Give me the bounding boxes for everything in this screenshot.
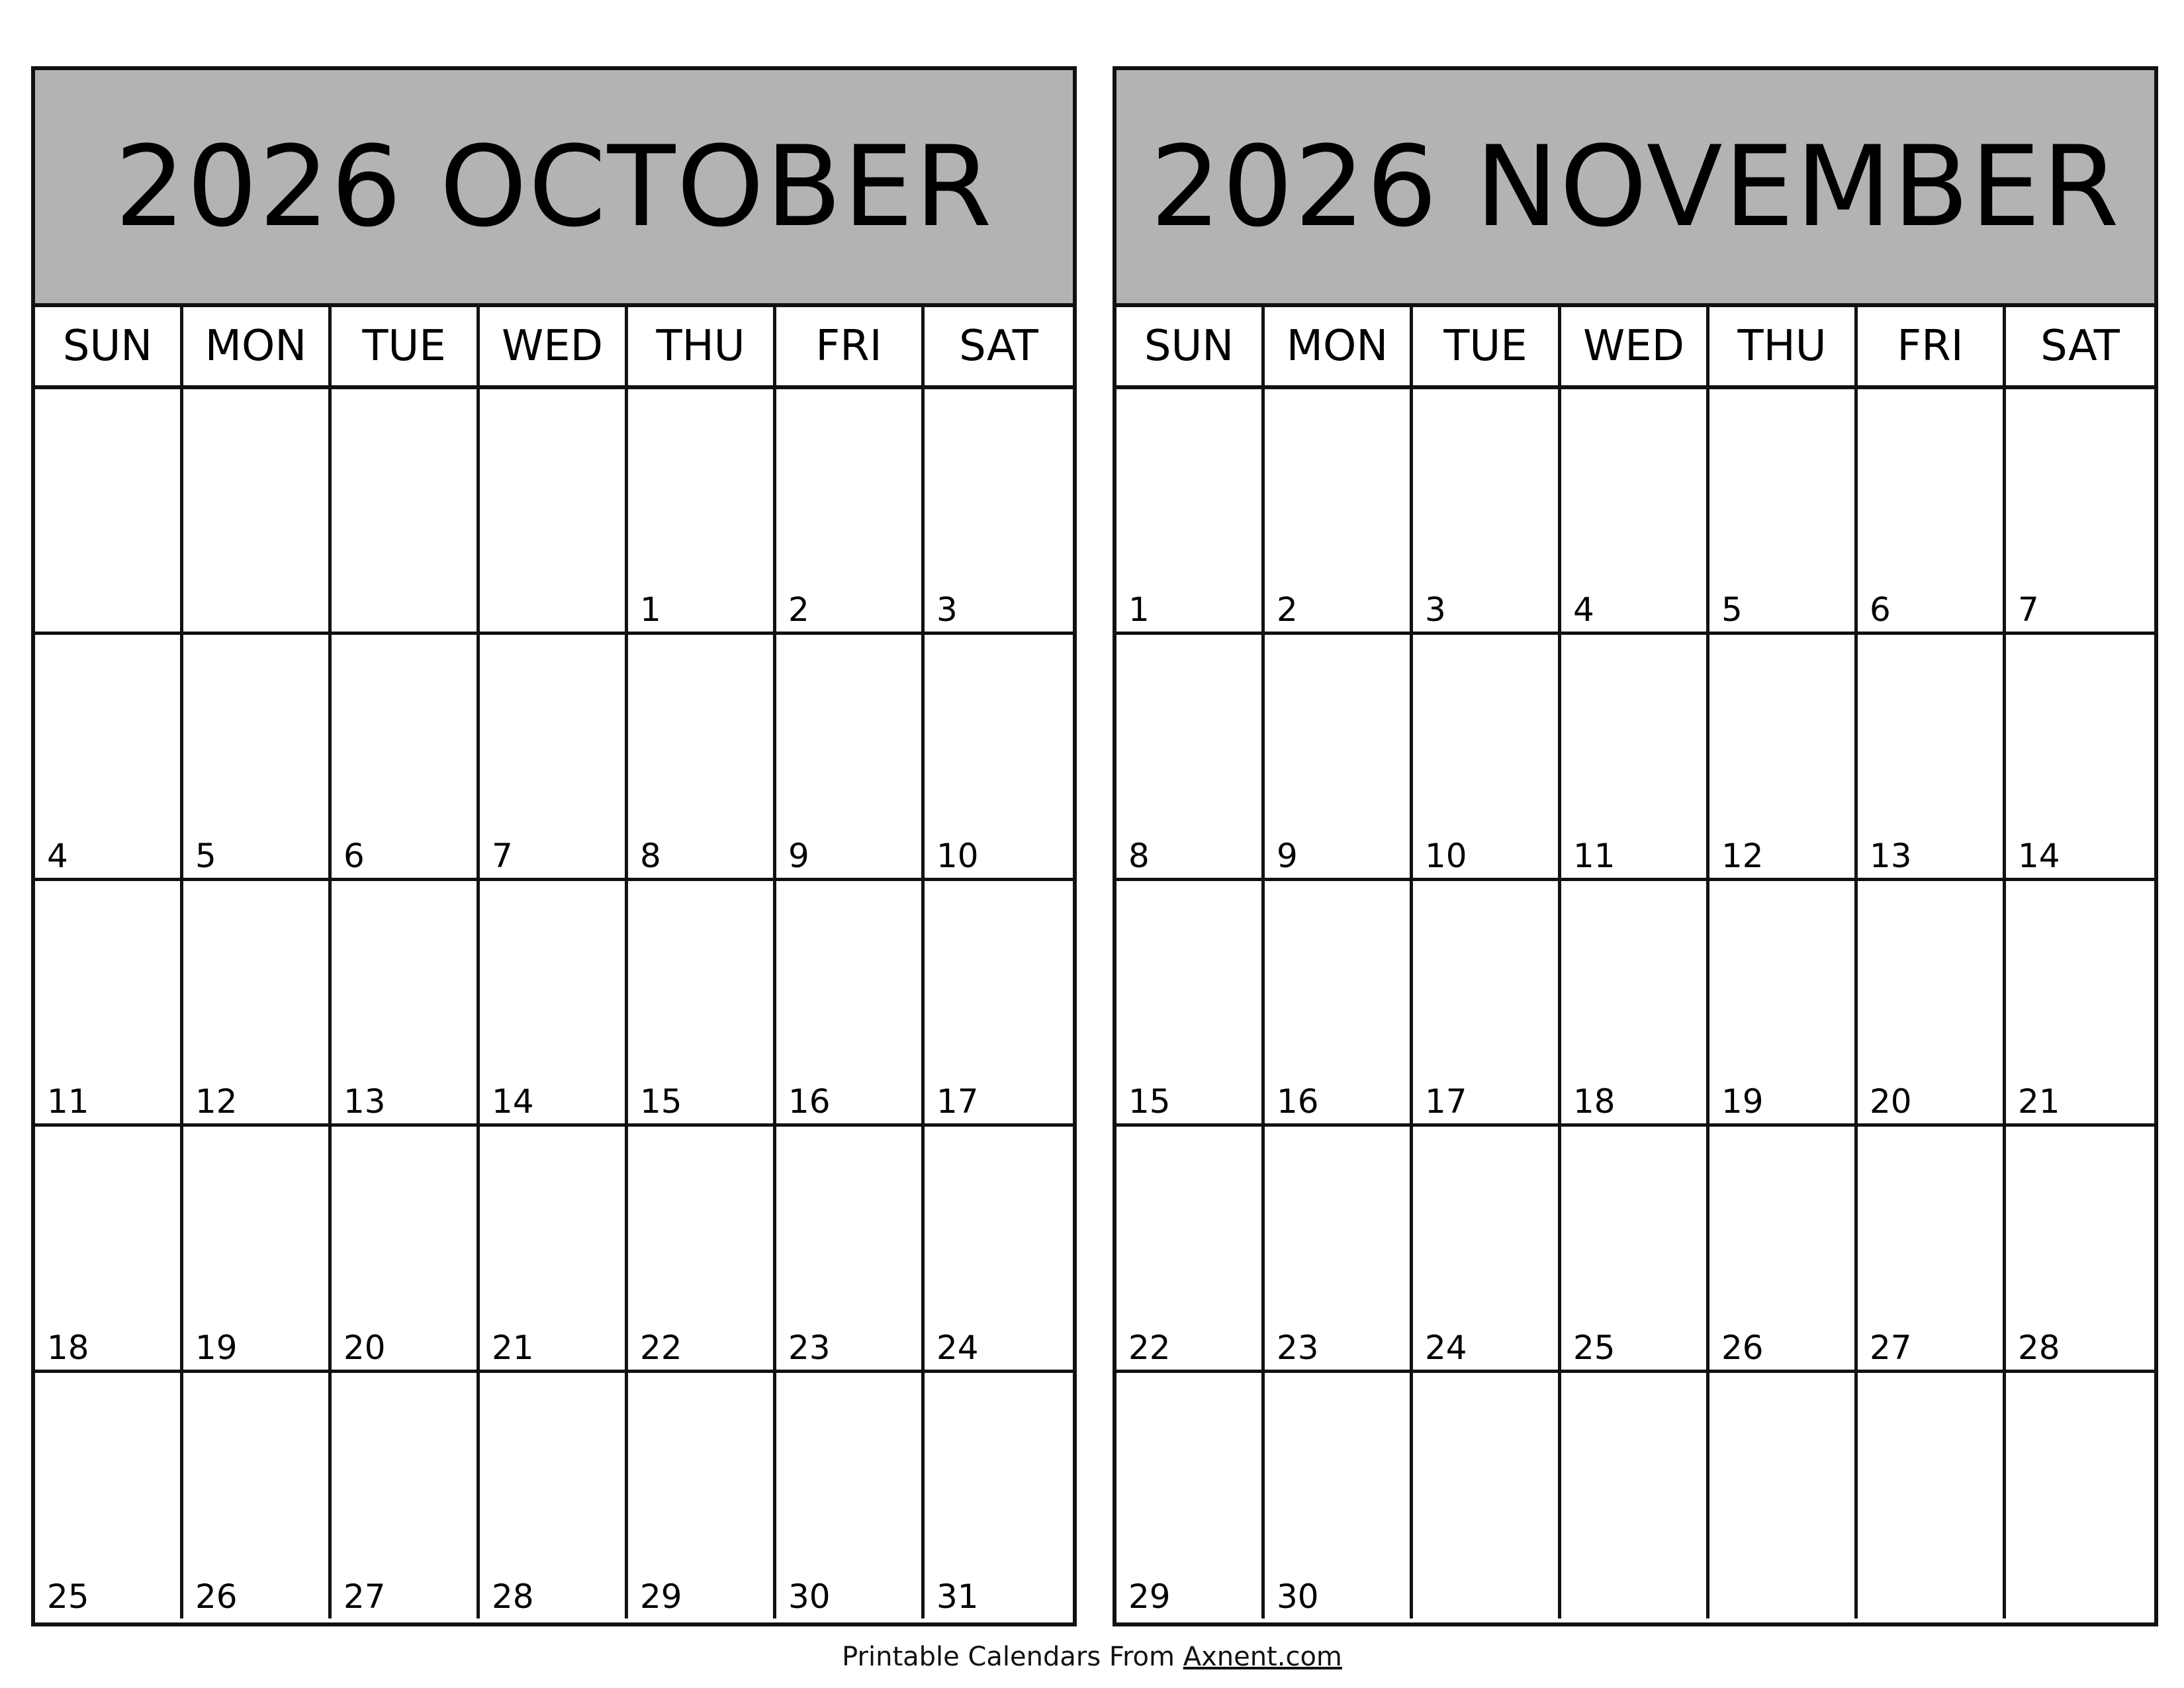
day-number: 3 — [1425, 590, 1446, 630]
day-number: 16 — [788, 1082, 831, 1121]
day-number: 5 — [195, 836, 216, 875]
day-cell — [776, 881, 925, 1127]
day-cell — [1561, 1127, 1709, 1372]
day-number: 21 — [2018, 1082, 2060, 1121]
day-cell — [1561, 635, 1709, 880]
weekday-label: MON — [183, 307, 332, 385]
day-number: 13 — [1870, 836, 1912, 875]
day-number: 9 — [1277, 836, 1298, 875]
day-number: 13 — [343, 1082, 386, 1121]
day-number: 8 — [640, 836, 661, 875]
day-number: 4 — [1573, 590, 1594, 630]
day-cell — [1116, 1127, 1265, 1372]
weekday-header-row — [1116, 307, 2154, 389]
day-cell — [776, 1127, 925, 1372]
day-cell — [1116, 389, 1265, 635]
day-number: 1 — [1128, 590, 1150, 630]
day-cell — [1116, 635, 1265, 880]
day-number: 10 — [936, 836, 979, 875]
month-calendar-october — [31, 66, 1077, 1626]
day-cell — [2006, 389, 2154, 635]
weekday-label: THU — [1709, 307, 1858, 385]
day-cell — [1858, 1127, 2006, 1372]
day-number: 10 — [1425, 836, 1467, 875]
weekday-label: SAT — [2040, 322, 2120, 371]
day-cell — [1413, 389, 1561, 635]
day-cell — [1709, 389, 1858, 635]
weekday-label: WED — [1561, 307, 1709, 385]
day-number: 28 — [492, 1577, 534, 1616]
day-cell — [1858, 389, 2006, 635]
day-number: 24 — [936, 1328, 979, 1367]
weekday-label: SUN — [35, 307, 183, 385]
day-cell — [925, 1373, 1073, 1618]
day-cell — [1561, 1373, 1709, 1618]
day-number: 6 — [1870, 590, 1891, 630]
month-header — [35, 70, 1073, 307]
day-cell — [776, 389, 925, 635]
day-cell — [2006, 1127, 2154, 1372]
day-cell — [332, 881, 480, 1127]
day-number: 22 — [1128, 1328, 1171, 1367]
day-number: 2 — [788, 590, 809, 630]
day-number: 20 — [1870, 1082, 1912, 1121]
month-title: 2026 OCTOBER — [114, 122, 993, 252]
day-number: 25 — [47, 1577, 89, 1616]
day-number: 29 — [640, 1577, 682, 1616]
day-number: 28 — [2018, 1328, 2060, 1367]
day-number: 17 — [1425, 1082, 1467, 1121]
day-number: 7 — [2018, 590, 2039, 630]
day-cell — [2006, 1373, 2154, 1618]
day-number: 4 — [47, 836, 68, 875]
day-number: 3 — [936, 590, 958, 630]
day-cell — [1265, 1127, 1413, 1372]
day-cell — [35, 635, 183, 880]
day-cell — [332, 1373, 480, 1618]
day-number: 11 — [1573, 836, 1615, 875]
day-number: 24 — [1425, 1328, 1467, 1367]
day-number: 2 — [1277, 590, 1298, 630]
day-cell — [35, 881, 183, 1127]
day-number: 5 — [1721, 590, 1743, 630]
day-number: 16 — [1277, 1082, 1319, 1121]
day-cell — [480, 635, 628, 880]
day-cell — [1265, 635, 1413, 880]
footer-credit — [0, 1642, 2184, 1672]
day-number: 11 — [47, 1082, 89, 1121]
day-cell — [1116, 1373, 1265, 1618]
day-cell — [1709, 1373, 1858, 1618]
day-cell — [1116, 881, 1265, 1127]
month-calendar-november — [1113, 66, 2158, 1626]
day-number: 1 — [640, 590, 661, 630]
day-cell — [1265, 389, 1413, 635]
day-cell — [1561, 389, 1709, 635]
weekday-label: WED — [480, 307, 628, 385]
day-number: 17 — [936, 1082, 979, 1121]
day-number: 12 — [195, 1082, 238, 1121]
day-number: 14 — [2018, 836, 2060, 875]
day-number: 6 — [343, 836, 365, 875]
footer-link[interactable]: Axnent.com — [1183, 1642, 1342, 1672]
day-cell — [1709, 1127, 1858, 1372]
day-number: 31 — [936, 1577, 979, 1616]
day-number: 15 — [640, 1082, 682, 1121]
day-cell — [183, 881, 332, 1127]
footer-text: Printable Calendars From — [842, 1642, 1175, 1672]
day-cell — [628, 881, 776, 1127]
weekday-label: MON — [1265, 307, 1413, 385]
day-cell — [480, 1373, 628, 1618]
weekday-label: TUE — [332, 307, 480, 385]
day-cell — [1413, 1373, 1561, 1618]
day-number: 8 — [1128, 836, 1150, 875]
day-cell — [1561, 881, 1709, 1127]
day-number: 15 — [1128, 1082, 1171, 1121]
day-cell — [183, 389, 332, 635]
day-cell — [480, 1127, 628, 1372]
day-number: 26 — [195, 1577, 238, 1616]
day-cell — [35, 1127, 183, 1372]
day-number: 23 — [1277, 1328, 1319, 1367]
day-number: 30 — [1277, 1577, 1319, 1616]
day-number: 26 — [1721, 1328, 1764, 1367]
day-cell — [1265, 881, 1413, 1127]
day-cell — [925, 635, 1073, 880]
day-number: 18 — [1573, 1082, 1615, 1121]
day-number: 9 — [788, 836, 809, 875]
day-cell — [1858, 881, 2006, 1127]
day-cell — [332, 389, 480, 635]
day-cell — [1858, 1373, 2006, 1618]
day-cell — [628, 1373, 776, 1618]
day-cell — [35, 389, 183, 635]
day-cell — [183, 635, 332, 880]
day-cell — [35, 1373, 183, 1618]
day-number: 23 — [788, 1328, 831, 1367]
weekday-label: THU — [628, 307, 776, 385]
day-cell — [925, 1127, 1073, 1372]
day-number: 20 — [343, 1328, 386, 1367]
day-number: 12 — [1721, 836, 1764, 875]
day-number: 7 — [492, 836, 513, 875]
weekday-label: TUE — [1413, 307, 1561, 385]
day-number: 25 — [1573, 1328, 1615, 1367]
day-cell — [1265, 1373, 1413, 1618]
weekday-label: FRI — [776, 307, 925, 385]
day-number: 29 — [1128, 1577, 1171, 1616]
day-cell — [480, 389, 628, 635]
day-number: 14 — [492, 1082, 534, 1121]
day-cell — [2006, 635, 2154, 880]
day-cell — [183, 1373, 332, 1618]
day-cell — [776, 1373, 925, 1618]
day-number: 19 — [1721, 1082, 1764, 1121]
weekday-header-row — [35, 307, 1073, 389]
day-number: 30 — [788, 1577, 831, 1616]
month-title: 2026 NOVEMBER — [1150, 122, 2121, 252]
day-cell — [332, 635, 480, 880]
month-header — [1116, 70, 2154, 307]
day-cell — [1709, 881, 1858, 1127]
day-number: 22 — [640, 1328, 682, 1367]
day-number: 21 — [492, 1328, 534, 1367]
day-cell — [183, 1127, 332, 1372]
day-grid — [35, 389, 1073, 1618]
day-cell — [1413, 635, 1561, 880]
day-cell — [332, 1127, 480, 1372]
weekday-label: FRI — [1858, 307, 2006, 385]
day-cell — [628, 389, 776, 635]
day-cell — [628, 635, 776, 880]
day-cell — [925, 389, 1073, 635]
day-cell — [1413, 881, 1561, 1127]
day-grid — [1116, 389, 2154, 1618]
day-number: 27 — [1870, 1328, 1912, 1367]
day-cell — [1709, 635, 1858, 880]
weekday-label: SAT — [959, 322, 1038, 371]
day-cell — [925, 881, 1073, 1127]
weekday-label: SUN — [1116, 307, 1265, 385]
day-cell — [628, 1127, 776, 1372]
day-cell — [2006, 881, 2154, 1127]
day-number: 27 — [343, 1577, 386, 1616]
day-cell — [1413, 1127, 1561, 1372]
day-number: 18 — [47, 1328, 89, 1367]
day-number: 19 — [195, 1328, 238, 1367]
day-cell — [1858, 635, 2006, 880]
day-cell — [776, 635, 925, 880]
day-cell — [480, 881, 628, 1127]
